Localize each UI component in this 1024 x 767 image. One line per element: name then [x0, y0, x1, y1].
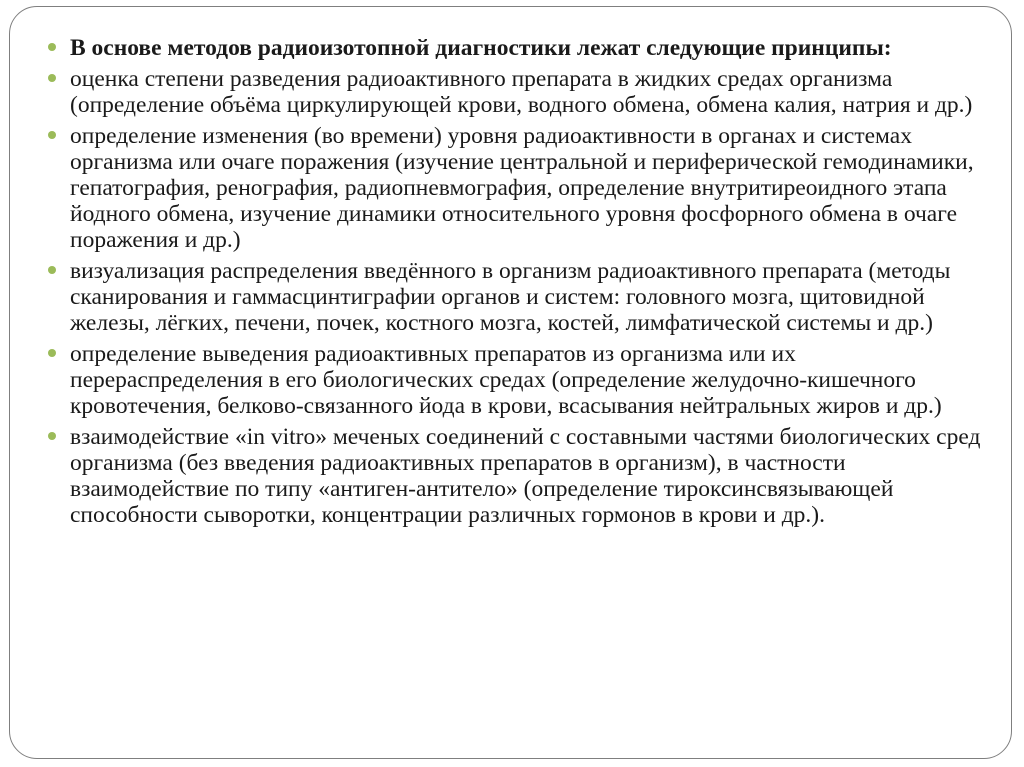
- list-item: [48, 424, 993, 528]
- list-item-text: взаимодействие «in vitro» меченых соединений с составными частями биологических сред организма (без введения радиоактивных препаратов в организм), в частности взаимодействие по типу «антиген-антитело» (определение тироксинсвязывающей способности сыворотки, концентрации различных гормонов в крови и др.).: [70, 424, 981, 528]
- slide-frame: [9, 6, 1012, 759]
- list-item: [48, 258, 993, 336]
- bullet-icon: [48, 74, 56, 82]
- list-item: [48, 123, 993, 253]
- bullet-list: [48, 35, 993, 533]
- bullet-icon: [48, 432, 56, 440]
- list-item-text: визуализация распределения введённого в организм радиоактивного препарата (методы сканирования и гаммасцинтиграфии органов и систем: головного мозга, щитовидной железы, лёгких, печени, почек, костного мозга, костей, лимфатической системы и др.): [70, 258, 951, 336]
- bullet-icon: [48, 266, 56, 274]
- list-item-text: определение выведения радиоактивных препаратов из организма или их перераспределения в его биологических средах (определение желудочно-кишечного кровотечения, белково-связанного йода в крови, всасывания нейтральных жиров и др.): [70, 341, 942, 419]
- list-item: [48, 66, 993, 118]
- list-item-text: оценка степени разведения радиоактивного препарата в жидких средах организма (определение объёма циркулирующей крови, водного обмена, обмена калия, натрия и др.): [70, 66, 973, 118]
- list-item: [48, 341, 993, 419]
- list-item-heading: [48, 35, 993, 61]
- list-item-text: определение изменения (во времени) уровня радиоактивности в органах и системах организма или очаге поражения (изучение центральной и периферической гемодинамики, гепатография, ренография, радиопневмография, определение внутритиреоидного этапа йодного обмена, изучение динамики относительного уровня фосфорного обмена в очаге поражения и др.): [70, 123, 974, 253]
- bullet-icon: [48, 131, 56, 139]
- bullet-icon: [48, 349, 56, 357]
- bullet-icon: [48, 43, 56, 51]
- list-item-text: В основе методов радиоизотопной диагностики лежат следующие принципы:: [70, 35, 892, 61]
